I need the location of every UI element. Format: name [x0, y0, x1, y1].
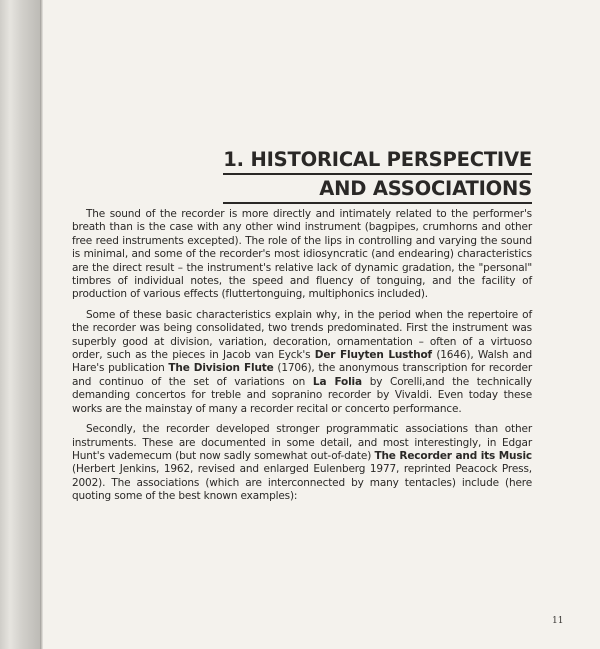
- paragraph-2: [72, 309, 532, 416]
- heading-underline: [223, 173, 532, 175]
- book-spine-shadow: [0, 0, 40, 649]
- chapter-heading-line1: 1. HISTORICAL PERSPECTIVE: [223, 148, 532, 171]
- paragraph-2-text: Some of these basic characteristics explain why, in the period when the repertoire of the recorder was being consolidated, two trends predominated. First the instrument was superbly good at division, variation, decoration, ornamentation – often of a virtuoso order, such as the pieces in Jacob van Eyck's: [72, 308, 532, 362]
- body-text: [72, 208, 532, 511]
- title-der-fluyten-lusthof: Der Fluyten Lusthof: [314, 349, 432, 362]
- title-the-division-flute: The Division Flute: [168, 362, 274, 375]
- heading-underline: [223, 202, 532, 204]
- title-the-recorder-and-its-music: The Recorder and its Music: [374, 449, 533, 462]
- paragraph-3: [72, 423, 532, 503]
- paragraph-3-text: Secondly, the recorder developed stronger programmatic associations than other instruments. These are documented in some detail, and most interestingly, in Edgar Hunt's vademecum (but now sadly somewhat out-of-date): [72, 423, 532, 462]
- paragraph-2-text: by Corelli,and the technically demanding concertos for treble and sopranino recorder by Vivaldi. Even today these works are the mainstay of many a recorder recital or concerto performance.: [72, 375, 532, 415]
- chapter-heading-line2: AND ASSOCIATIONS: [319, 177, 532, 200]
- paragraph-1: The sound of the recorder is more directly and intimately related to the performer's breath than is the case with any other wind instrument (bagpipes, crumhorns and other free reed instruments excepted). The role of the lips in controlling and varying the sound is minimal, and some of the recorder's most idiosyncratic (and endearing) characteristics are the direct result – the instrument's relative lack of dynamic gradation, the "personal" timbres of individual notes, the speed and fluency of tonguing, and the facility of production of various effects (fluttertonguing, multiphonics included).: [72, 208, 532, 301]
- paragraph-2-text: (1706), the anonymous transcription for recorder and continuo of the set of variations on: [72, 362, 532, 388]
- chapter-heading: [223, 148, 532, 206]
- paragraph-2-text: (1646), Walsh and Hare's publication: [72, 349, 532, 375]
- paragraph-3-text: (Herbert Jenkins, 1962, revised and enlarged Eulenberg 1977, reprinted Peacock Press, 2002). The associations (which are interconnected by many tentacles) include (here quoting some of the best known examples):: [72, 463, 532, 503]
- page-gutter-edge: [40, 0, 43, 649]
- page-number: 11: [552, 616, 564, 626]
- title-la-folia: La Folia: [312, 375, 362, 388]
